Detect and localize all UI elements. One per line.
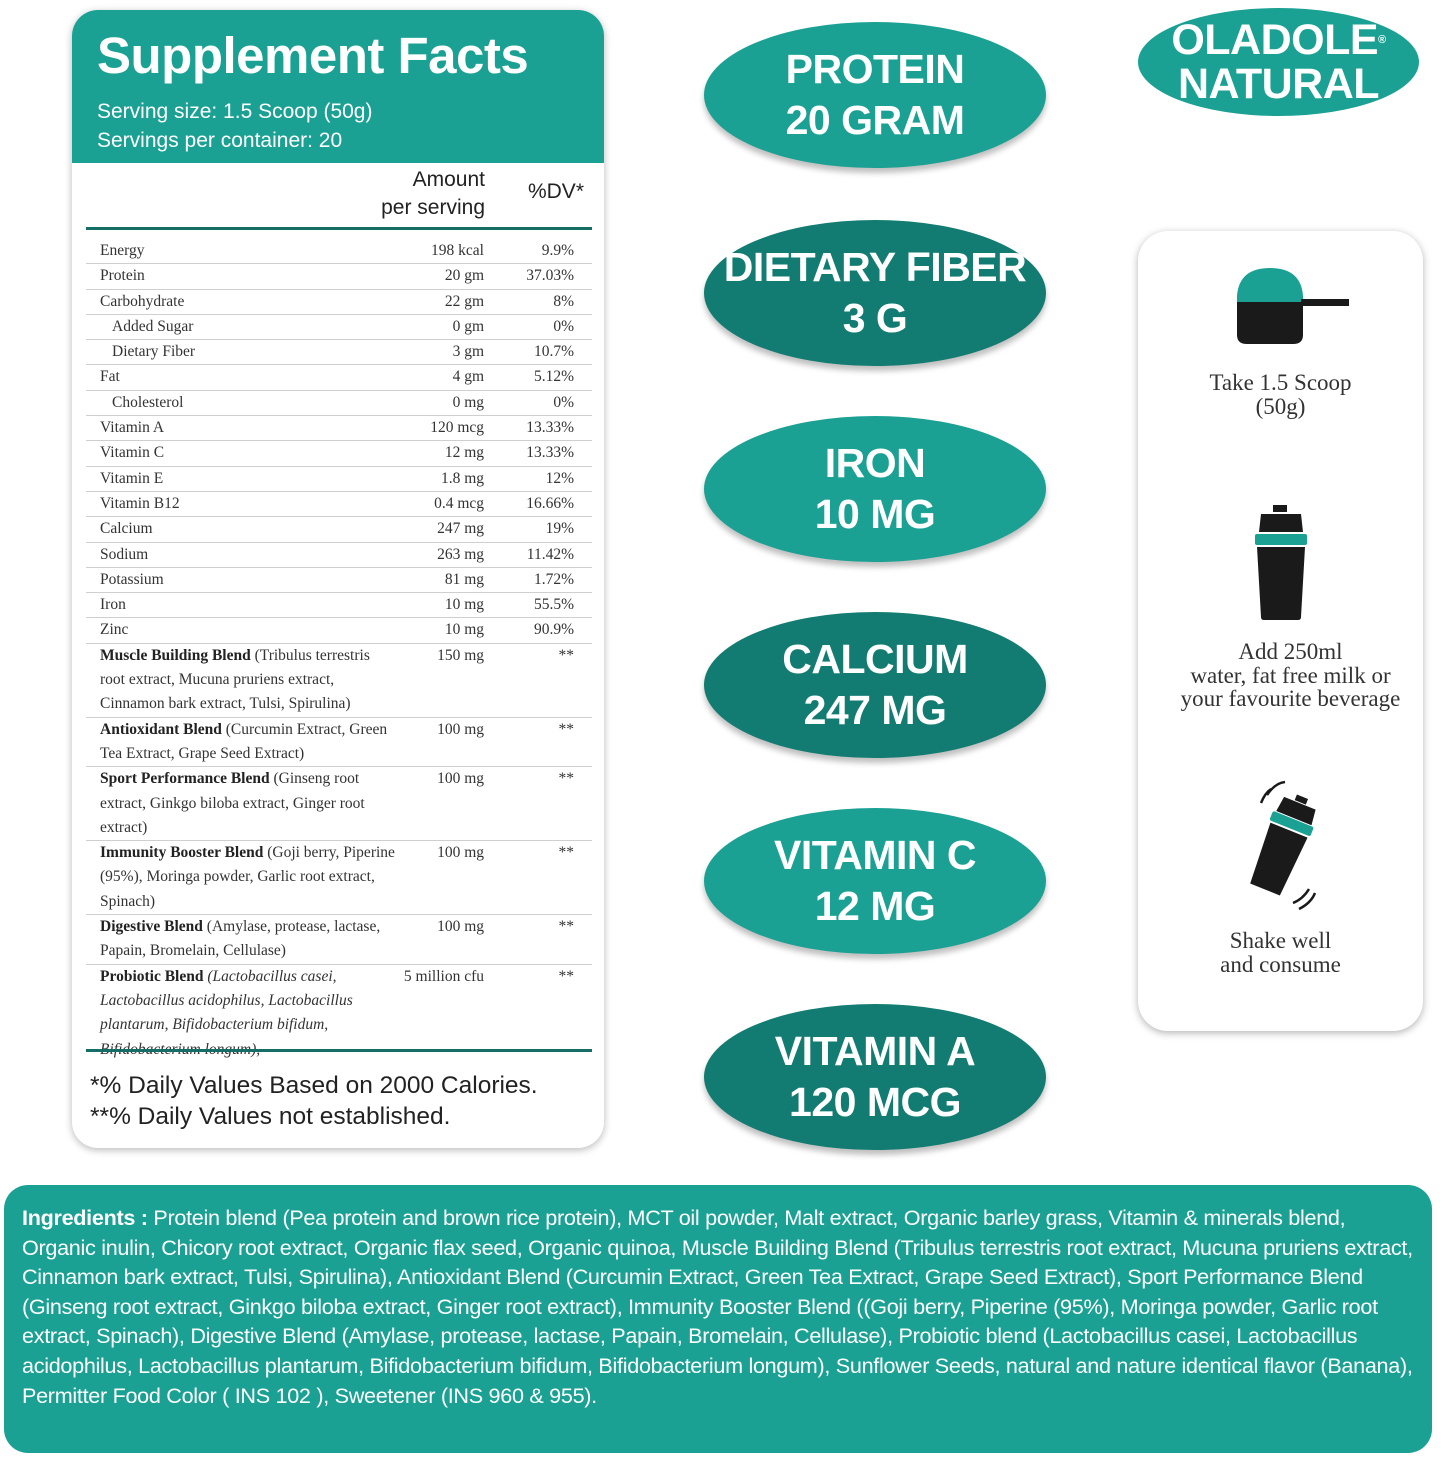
blend-ingredients: (Curcumin Extract, Green Tea Extract, Grape Seed Extract)	[100, 720, 388, 762]
column-headers	[86, 163, 592, 230]
facts-header	[72, 10, 604, 163]
nutrient-dv: 16.66%	[526, 494, 574, 512]
table-row	[86, 290, 592, 315]
footnote-daily-values: *% Daily Values Based on 2000 Calories.	[90, 1072, 538, 1099]
shaker-bottle-icon	[1253, 505, 1309, 621]
blend-description	[86, 965, 396, 1062]
nutrient-amount: 0 gm	[452, 317, 484, 335]
blend-name: Digestive Blend	[100, 918, 203, 936]
brand-name-line1: OLADOLE®	[1171, 16, 1386, 64]
nutrient-name: Iron	[100, 596, 126, 614]
nutrient-amount: 0.4 mcg	[434, 494, 484, 512]
blend-dv: **	[558, 967, 574, 985]
blend-ingredients: (Ginseng root extract, Ginkgo biloba extract, Ginger root extract)	[100, 770, 365, 836]
blend-amount: 5 million cfu	[403, 967, 484, 985]
nutrient-name: Protein	[100, 267, 145, 285]
nutrient-name: Fat	[100, 368, 120, 386]
blend-dv: **	[558, 720, 574, 738]
blend-amount: 100 mg	[437, 770, 484, 788]
blend-dv: **	[558, 770, 574, 788]
blend-dv: **	[558, 844, 574, 862]
nutrient-name: Zinc	[100, 621, 129, 639]
nutrient-dv: 13.33%	[526, 419, 574, 437]
step-2-text: Add 250ml water, fat free milk or your favourite beverage	[1180, 639, 1401, 711]
nutrient-name: Vitamin B12	[100, 494, 180, 512]
table-row	[86, 593, 592, 618]
nutrient-dv: 90.9%	[533, 621, 574, 639]
nutrient-dv: 0%	[553, 317, 574, 335]
nutrient-amount: 12 mg	[444, 444, 484, 462]
blend-description	[86, 915, 396, 964]
blend-row	[86, 644, 592, 718]
table-row	[86, 365, 592, 390]
nutrient-name: Dietary Fiber	[112, 343, 196, 361]
nutrient-amount: 198 kcal	[431, 242, 484, 259]
nutrient-name: Carbohydrate	[100, 292, 185, 310]
blend-row	[86, 915, 592, 965]
nutrient-dv: 9.9%	[541, 242, 574, 259]
brand-logo	[1138, 8, 1419, 116]
directions-card	[1138, 231, 1423, 1031]
nutrient-amount: 0 mg	[452, 393, 484, 411]
blend-name: Immunity Booster Blend	[100, 844, 264, 862]
nutrient-name: Vitamin C	[100, 444, 165, 462]
nutrient-dv: 13.33%	[526, 444, 574, 462]
divider	[86, 1049, 592, 1052]
blend-amount: 100 mg	[437, 844, 484, 862]
table-row	[86, 467, 592, 492]
nutrient-badge-iron: IRON 10 MG	[704, 416, 1046, 562]
blend-row	[86, 767, 592, 841]
table-row	[86, 441, 592, 466]
nutrient-badge-vitamin-a: VITAMIN A 120 MCG	[704, 1004, 1046, 1150]
nutrient-amount: 10 mg	[444, 621, 484, 639]
servings-per-container: Servings per container: 20	[97, 129, 343, 152]
nutrient-dv: 5.12%	[533, 368, 574, 386]
nutrient-badge-dietary-fiber: DIETARY FIBER 3 G	[704, 220, 1046, 366]
scoop-icon	[1235, 265, 1351, 347]
step-3-text: Shake well and consume	[1220, 928, 1341, 977]
table-row	[86, 568, 592, 593]
nutrient-name: Sodium	[100, 545, 149, 563]
nutrient-dv: 8%	[553, 292, 574, 310]
serving-size: Serving size: 1.5 Scoop (50g)	[97, 100, 373, 123]
nutrient-name: Vitamin E	[100, 469, 164, 487]
blend-name: Antioxidant Blend	[100, 720, 222, 738]
nutrient-amount: 247 mg	[437, 520, 484, 538]
nutrient-amount: 1.8 mg	[440, 469, 484, 487]
nutrient-name: Calcium	[100, 520, 153, 538]
table-row	[86, 264, 592, 289]
facts-title: Supplement Facts	[97, 27, 529, 84]
nutrient-amount: 263 mg	[437, 545, 484, 563]
ingredients-text: Protein blend (Pea protein and brown rice protein), MCT oil powder, Malt extract, Organic barley grass, Vitamin & minerals blend, Organic inulin, Chicory root extract, Organic flax seed, Organic quinoa, Muscle Building Blend (Tribulus terrestris root extract, Mucuna pruriens extract, Cinnamon bark extract, Tulsi, Spirulina), Antioxidant Blend (Curcumin Extract, Green Tea Extract, Grape Seed Extract), Sport Performance Blend (Ginseng root extract, Ginkgo biloba extract, Ginger root extract), Immunity Booster Blend ((Goji berry, Piperine (95%), Moringa powder, Garlic root extract, Spinach), Digestive Blend (Amylase, protease, lactase, Papain, Bromelain, Cellulase), Probiotic blend (Lactobacillus casei, Lactobacillus acidophilus, Lactobacillus plantarum, Bifidobacterium bifidum, Bifidobacterium longum), Sunflower Seeds, natural and nature identical flavor (Banana), Permitter Food Color ( INS 102 ), Sweetener (INS 960 & 955).	[22, 1205, 1413, 1408]
nutrient-dv: 10.7%	[533, 343, 574, 361]
nutrient-amount: 3 gm	[452, 343, 484, 361]
amount-per-serving-header: Amount per serving	[381, 168, 485, 219]
nutrient-amount: 120 mcg	[430, 419, 484, 437]
nutrient-badge-calcium: CALCIUM 247 MG	[704, 612, 1046, 758]
nutrient-table	[86, 239, 592, 1062]
table-row	[86, 517, 592, 542]
daily-value-header: %DV*	[527, 180, 584, 203]
blend-ingredients: (Goji berry, Piperine (95%), Moringa powder, Garlic root extract, Spinach)	[100, 844, 395, 910]
blend-dv: **	[558, 918, 574, 936]
step-1-text: Take 1.5 Scoop (50g)	[1209, 370, 1352, 419]
nutrient-dv: 0%	[553, 393, 574, 411]
nutrient-name: Cholesterol	[112, 393, 184, 411]
nutrient-amount: 22 gm	[444, 292, 484, 310]
blend-description	[86, 718, 396, 767]
serving-info	[97, 97, 580, 155]
blend-row	[86, 841, 592, 915]
blend-amount: 150 mg	[437, 646, 484, 664]
brand-name-line2: NATURAL	[1177, 60, 1380, 108]
blend-row	[86, 965, 592, 1062]
nutrient-badge-vitamin-c: VITAMIN C 12 MG	[704, 808, 1046, 954]
blend-ingredients: (Lactobacillus casei, Lactobacillus acidophilus, Lactobacillus plantarum, Bifidobacterium bifidum, Bifidobacterium longum),	[100, 967, 353, 1058]
blend-name: Sport Performance Blend	[100, 770, 270, 788]
table-row	[86, 492, 592, 517]
supplement-facts-panel	[72, 10, 604, 1148]
blend-ingredients: (Tribulus terrestris root extract, Mucuna pruriens extract, Cinnamon bark extract, Tulsi, Spirulina)	[100, 646, 370, 713]
ingredients-panel	[4, 1185, 1432, 1453]
nutrient-name: Vitamin A	[100, 419, 165, 437]
blend-ingredients: (Amylase, protease, lactase, Papain, Bromelain, Cellulase)	[100, 918, 381, 960]
nutrient-amount: 4 gm	[452, 368, 484, 386]
nutrient-amount: 20 gm	[444, 267, 484, 285]
nutrient-amount: 81 mg	[444, 570, 484, 588]
table-row	[86, 315, 592, 340]
nutrient-name: Energy	[100, 242, 145, 259]
blend-description	[86, 767, 396, 840]
blend-name: Probiotic Blend	[100, 967, 204, 985]
nutrient-badge-protein: PROTEIN 20 GRAM	[704, 22, 1046, 168]
nutrient-dv: 19%	[545, 520, 574, 538]
blend-name: Muscle Building Blend	[100, 646, 251, 664]
nutrient-name: Potassium	[100, 570, 164, 588]
table-row	[86, 416, 592, 441]
table-row	[86, 239, 592, 264]
ingredients-label: Ingredients :	[22, 1205, 148, 1230]
blend-dv: **	[558, 646, 574, 664]
blend-amount: 100 mg	[437, 918, 484, 936]
shaking-bottle-icon	[1241, 779, 1325, 911]
facts-footnotes	[90, 1070, 538, 1132]
nutrient-dv: 1.72%	[533, 570, 574, 588]
table-row	[86, 340, 592, 365]
blend-description	[86, 644, 396, 717]
table-row	[86, 618, 592, 643]
nutrient-dv: 37.03%	[526, 267, 574, 285]
blend-description	[86, 841, 396, 914]
nutrient-dv: 55.5%	[533, 596, 574, 614]
footnote-not-established: **% Daily Values not established.	[90, 1103, 451, 1130]
table-row	[86, 543, 592, 568]
table-row	[86, 391, 592, 416]
nutrient-amount: 10 mg	[444, 596, 484, 614]
blend-amount: 100 mg	[437, 720, 484, 738]
nutrient-name: Added Sugar	[112, 317, 194, 335]
nutrient-dv: 12%	[545, 469, 574, 487]
nutrient-dv: 11.42%	[526, 545, 574, 563]
blend-row	[86, 718, 592, 768]
